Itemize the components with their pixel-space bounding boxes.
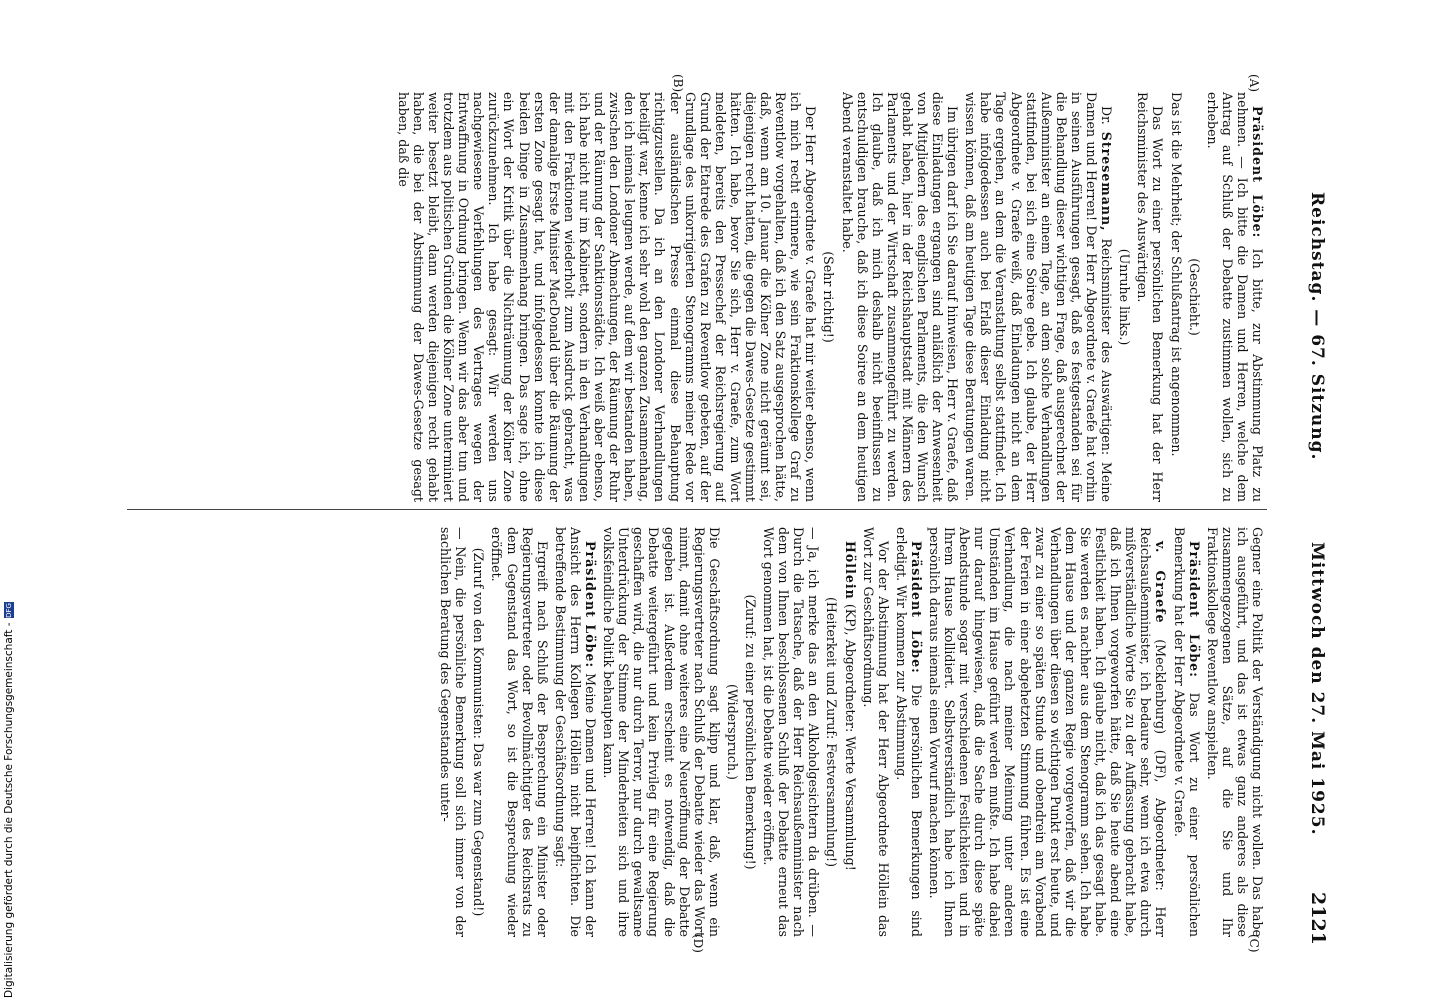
paragraph-text: (KP), Abgeordneter: Werte Versammlung! xyxy=(842,599,858,871)
paragraph: Die Geschäftsordnung sagt klipp und klar, daß, wenn ein Regierungsvertreter nach Schluß der Debatte wieder das Wort nimmt, damit ohne weiteres eine Neueröffnung der Debatte gegeben ist. Außerdem erscheint es notwendig, daß die Debatte weitergeführt und kein Privileg für eine Regierung geschaffen wird, die nur durch Terror, nur durch gewaltsame Unterdrückung der Stimme der Minderheiten sich und ihre volksfeindliche Politik behaupten kann. xyxy=(601,527,722,937)
paragraph: — Ja, ich merke das an den Alkoholgesichtern da drüben. — Durch die Tatsache, daß der Herr Reichsaußenminister nach dem von Ihnen beschlossenen Schluß der Debatte erneut das Wort genommen hat, ist die Debatte wieder eröffnet. xyxy=(761,527,822,937)
margin-mark-d: (D) xyxy=(691,934,705,953)
paragraph: Gegner eine Politik der Verständigung nicht wollen. Das habe ich ausgeführt, und das ist etwas ganz anderes als diese zusammengezogenen Sätze, auf die Sie und Ihr Fraktionskollege Reventlow anspielten. xyxy=(1204,527,1265,937)
speaker-name: Präsident Löbe: xyxy=(583,541,599,669)
paragraph: (Sehr richtig!) xyxy=(821,251,837,343)
margin-mark-b: (B) xyxy=(671,74,685,93)
paragraph-text: Ergreift nach Schluß der Besprechung ein Minister oder Regierungsvertreter oder Bevollmächtigter des Reichsrats zu dem Gegenstand das Wort, so ist die Besprechung wieder eröffnet. xyxy=(489,527,550,937)
dfg-logo: DFG xyxy=(5,603,13,618)
paragraph-text: Die persönlichen Bemerkungen sind erledigt. Wir kommen zur Abstimmung. xyxy=(893,527,924,937)
paragraph-text: (Mecklenburg) (DF), Abgeordneter: Herr Reichsaußenminister, ich bedaure sehr, wenn ich etwa durch mißverständliche Worte Sie zu der Auffassung gebracht habe, daß ich Ihnen vorgeworfen hätte, daß Sie heute abend eine Festlichkeit haben. Ich glaube nicht, daß ich das gesagt habe. Sie werden es nachher aus dem Stenogramm sehen. Ich habe dem Hause und der ganzen Regie vorgeworfen, daß wir die Verhandlungen über diesen so wichtigen Punkt erst heute, und zwar zu einer so späten Stunde und obendrein am Vorabend der Ferien in einer abgehetzten Stimmung führen. Es ist eine Verhandlung, die nach meiner Meinung unter anderen Umständen im Hause geführt werden mußte. Ich habe dabei nur darauf hingewiesen, daß die Sache durch diese späte Abendstunde sogar mit verschiedenen Festlichkeiten und in Ihrem Hause kollidiert. Selbstverständlich habe ich Ihnen persönlich daraus niemals einen Vorwurf machen können. xyxy=(927,527,1169,937)
paragraph-text: Im übrigen darf ich Sie darauf hinweisen, Herr v. Graefe, daß diese Einladungen ergangen sind anläßlich der Anwesenheit von Mitgliedern des englischen Parlaments, die den Wunsch gehabt haben, hier in der Reichshauptstadt mit Männern des Parlaments und der Wirtschaft zusammengeführt zu werden. Ich glaube, daß ich mich deshalb nicht beeinflussen zu entschuldigen brauche, daß ich diese Soiree an dem heutigen Abend veranstaltet habe. xyxy=(839,92,961,502)
paragraph-text: Reichsminister des Auswärtigen: Meine Damen und Herren! Der Herr Abgeordnete v. Graefe hat vorhin in seinen Ausführungen gesagt, daß es festgestanden sei für die Behandlung dieser wichtigen Frage, daß ausgerechnet der Außenminister an einem Tage, an dem solche Verhandlungen stattfinden, bei sich eine Soiree gebe. Ich glaube, der Herr Abgeordnete v. Graefe weiß, daß Einladungen nicht an dem Tage ergehen, an dem die Veranstaltung selbst stattfindet. Ich habe infolgedessen auch bei Erlaß dieser Einladung nicht wissen können, daß am heutigen Tage diese Beratungen waren. xyxy=(963,92,1115,502)
speaker-name: Stresemann, xyxy=(1099,131,1115,232)
paragraph: (Heiterkeit und Zuruf: Festversammlung!) xyxy=(824,596,840,868)
speaker-title: Dr. xyxy=(1099,106,1115,132)
margin-mark-c: (C) xyxy=(1247,934,1261,953)
paragraph-text: Vor der Abstimmung hat der Herr Abgeordnete Höllein das Wort zur Geschäftsordnung. xyxy=(860,527,891,937)
rotated-document-page xyxy=(115,72,1345,952)
speaker-name: Präsident Löbe: xyxy=(1186,541,1202,678)
paragraph-text: Der Herr Abgeordnete v. Graefe hat mir weiter ebenso, wenn ich mich recht erinnere, wie sein Fraktionskollege Graf zu Reventlow vorgehalten, daß ich den Satz ausgesprochen hätte, daß, wenn am 10. Januar die Kölner Zone nicht geräumt sei, diejenigen recht hatten, die gegen die Dawes-Gesetze gestimmt hätten. Ich habe, bevor Sie sich, Herr v. Graefe, zum Wort meldeten, bereits den Pressechef der Reichsregierung auf Grund der Etatrede des Grafen zu Reventlow gebeten, auf der Grundlage des unkorrigierten Stenogramms meiner Rede vor der ausländischen Presse einmal diese Behauptung richtigzustellen. Da ich an den Londoner Verhandlungen beteiligt war, kenne ich sehr wohl den ganzen Zusammenhang, den ich niemals leugnen werde, auf dem wir bestanden haben, zwischen den Londoner Abmachungen, der Räumung der Ruhr und der Räumung der Sanktionsstädte. Ich weiß aber ebenso, ich habe nicht nur im Kabinett, sondern in den Verhandlungen mit den Fraktionen wiederholt zum Ausdruck gebracht, was der damalige Erste Minister MacDonald über die Räumung der ersten Zone gesagt hat, und infolgedessen konnte ich diese beiden Dinge in Zusammenhang bringen. Das sage ich, ohne ein Wort der Kritik über die Nichträumung der Kölner Zone zurückzunehmen. Ich habe gesagt: Wir werden uns nachgewiesene Verfehlungen des Vertrages wegen der Entwaffnung in Ordnung bringen. Wenn wir das aber tun und trotzdem aus politischen Gründen die Kölner Zone unterminiert weiter besetzt bleibt, dann werden diejenigen recht gehabt haben, die bei der Abstimmung der Dawes-Gesetze gesagt haben, daß die xyxy=(395,92,819,502)
paragraph: (Zuruf: zu einer persönlichen Bemerkung!) xyxy=(743,594,758,870)
right-column xyxy=(135,527,1265,937)
page-number: 2121 xyxy=(1307,892,1329,945)
speaker-name: Präsident Löbe: xyxy=(908,541,924,674)
credit-text: Digitalisierung gefördert durch die Deutsche Forschungsgemeinschaft - xyxy=(3,622,15,998)
digitization-credit xyxy=(2,0,16,998)
paragraph xyxy=(839,92,960,502)
paragraph: — Nein, die persönliche Bemerkung soll sich immer von der sachlichen Beratung des Gegenstandes unter- xyxy=(438,527,469,937)
paragraph xyxy=(842,527,857,937)
paragraph xyxy=(489,527,549,937)
column-divider xyxy=(127,509,1267,510)
paragraph-text: Das Wort zu einer persönlichen Bemerkung hat der Herr Reichsminister des Auswärtigen. xyxy=(1135,92,1166,502)
running-header-left: Reichstag. — 67. Sitzung. xyxy=(1307,192,1327,461)
paragraph xyxy=(1205,92,1265,502)
paragraph-text: Meine Damen und Herren! Ich kann der Ansicht des Herrn Kollegen Höllein nicht beipflichten. Die betreffende Bestimmung der Geschäftsordnung sagt: xyxy=(552,527,599,937)
left-column xyxy=(135,92,1265,502)
paragraph xyxy=(894,527,924,937)
speaker-name: Höllein xyxy=(842,541,858,600)
paragraph xyxy=(396,92,819,502)
paragraph: (Zuruf von den Kommunisten: Das war zum Gegenstand!) xyxy=(471,547,487,917)
paragraph-text: Das Wort zu einer persönlichen Bemerkung hat der Herr Abgeordnete v. Graefe. xyxy=(1171,527,1202,937)
paragraph xyxy=(861,527,891,937)
paragraph: Das ist die Mehrheit; der Schlußantrag ist angenommen. xyxy=(1168,92,1184,457)
paragraph: (Widerspruch.) xyxy=(724,684,740,780)
margin-mark-a: (A) xyxy=(1247,74,1261,93)
paragraph xyxy=(1171,527,1201,937)
running-header-right: Mittwoch den 27. Mai 1925. xyxy=(1307,542,1327,836)
paragraph: (Unruhe links.) xyxy=(1117,248,1133,346)
speaker-name: Präsident Löbe: xyxy=(1250,106,1265,239)
paragraph xyxy=(963,92,1114,502)
paragraph-text: Ich bitte, zur Abstimmung Platz zu nehmen. — Ich bitte die Damen und Herren, welche dem Antrag auf Schluß der Debatte zustimmen wollen, sich zu erheben. xyxy=(1204,92,1265,502)
paragraph xyxy=(553,527,598,937)
paragraph: (Geschieht.) xyxy=(1186,258,1202,336)
speaker-name: v. Graefe xyxy=(1153,541,1169,624)
paragraph xyxy=(1135,92,1165,502)
paragraph xyxy=(927,527,1169,937)
